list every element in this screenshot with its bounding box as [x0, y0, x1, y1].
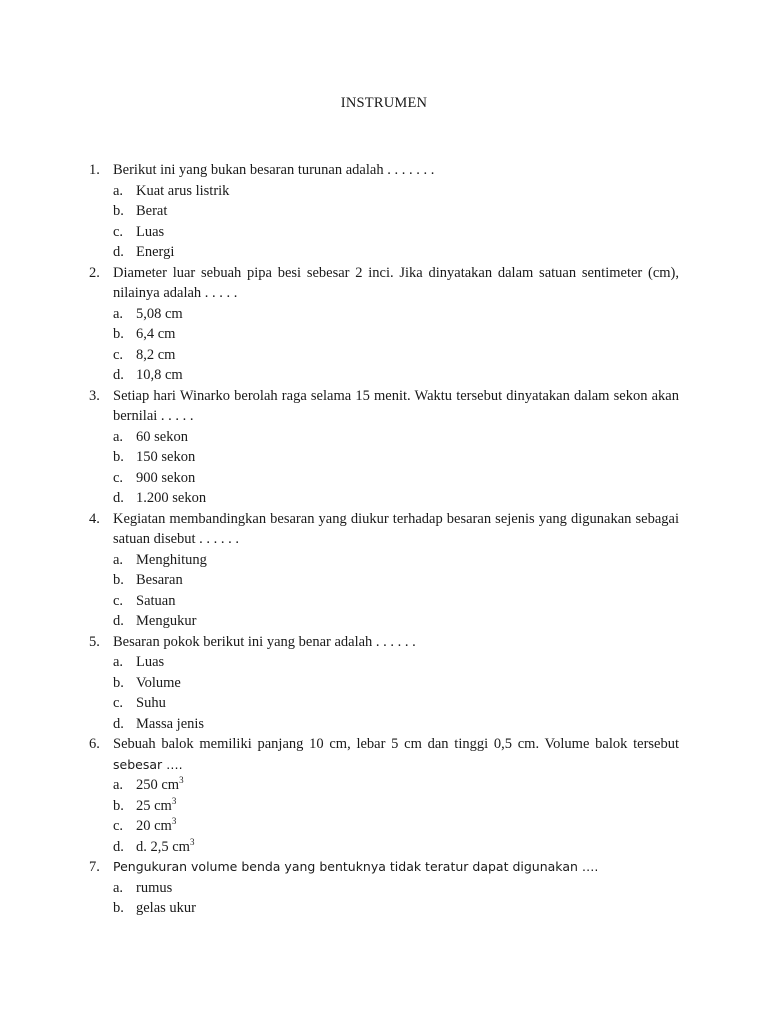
option-a	[113, 181, 679, 202]
option-letter: b.	[113, 900, 124, 916]
option-letter: c.	[113, 592, 124, 609]
question-text: Berikut ini yang bukan besaran turunan adalah . . . . . . .	[113, 162, 435, 178]
option-a	[113, 304, 679, 325]
question-number: 2.	[89, 264, 100, 281]
option-letter: a.	[113, 879, 124, 896]
option-text: 25 cm	[136, 797, 172, 814]
option-text: 250 cm	[136, 777, 180, 793]
option-superscript: 3	[171, 795, 177, 806]
option-text: gelas ukur	[136, 900, 196, 916]
option-text: Luas	[136, 223, 165, 240]
question-text: Pengukuran volume benda yang bentuknya tidak teratur dapat digunakan ….	[113, 859, 599, 874]
option-letter: d.	[113, 613, 124, 629]
option-letter: a.	[113, 551, 124, 568]
option-superscript: 3	[189, 836, 195, 847]
option-letter: a.	[113, 777, 124, 793]
option-text: Menghitung	[136, 551, 207, 568]
option-letter: c.	[113, 346, 124, 363]
option-text: d. 2,5 cm	[136, 838, 190, 855]
question-6	[89, 734, 679, 857]
option-c	[113, 468, 679, 489]
question-number: 6.	[89, 736, 100, 752]
option-b	[113, 796, 679, 817]
option-d	[113, 488, 679, 509]
option-d	[113, 365, 679, 386]
option-superscript: 3	[179, 775, 184, 786]
option-letter: c.	[113, 223, 124, 240]
option-letter: c.	[113, 818, 124, 834]
option-b	[113, 898, 679, 919]
question-text-tail: sebesar ….	[113, 756, 183, 772]
option-letter: b.	[113, 572, 124, 588]
option-letter: b.	[113, 203, 124, 219]
option-b	[113, 673, 679, 694]
option-text: 60 sekon	[136, 428, 188, 445]
option-text: Besaran	[136, 572, 183, 588]
option-letter: b.	[113, 797, 124, 814]
option-text: Berat	[136, 203, 168, 219]
option-d	[113, 714, 679, 735]
question-number: 7.	[89, 859, 100, 875]
option-text: Satuan	[136, 592, 176, 609]
option-c	[113, 345, 679, 366]
option-text: Luas	[136, 654, 165, 670]
option-letter: b.	[113, 674, 124, 691]
option-text: Suhu	[136, 695, 166, 711]
option-a	[113, 427, 679, 448]
option-text: 1.200 sekon	[136, 490, 207, 506]
question-text: Diameter luar sebuah pipa besi sebesar 2 inci. Jika dinyatakan dalam satuan sentimeter (cm), nilainya adalah . . . . .	[113, 264, 679, 301]
question-4	[89, 509, 679, 632]
option-text: rumus	[136, 879, 173, 896]
question-text-main: Sebuah balok memiliki panjang 10 cm, lebar 5 cm dan tinggi 0,5 cm. Volume balok tersebut	[113, 736, 679, 752]
option-letter: c.	[113, 695, 124, 711]
option-letter: d.	[113, 715, 124, 732]
question-number: 5.	[89, 633, 100, 650]
option-text: 5,08 cm	[136, 305, 183, 322]
option-letter: a.	[113, 305, 124, 322]
option-text: 10,8 cm	[136, 367, 183, 383]
question-2	[89, 263, 679, 386]
option-letter: d.	[113, 838, 124, 855]
question-3	[89, 386, 679, 509]
option-d	[113, 837, 679, 858]
option-b	[113, 324, 679, 345]
option-letter: a.	[113, 654, 124, 670]
question-number: 4.	[89, 510, 100, 527]
option-letter: d.	[113, 490, 124, 506]
option-text: 900 sekon	[136, 469, 196, 486]
option-d	[113, 611, 679, 632]
option-text: 6,4 cm	[136, 326, 176, 342]
option-b	[113, 447, 679, 468]
option-superscript: 3	[171, 816, 177, 827]
question-text: Setiap hari Winarko berolah raga selama 15 menit. Waktu tersebut dinyatakan dalam sekon akan bernilai . . . . .	[113, 387, 679, 424]
option-a	[113, 878, 679, 899]
option-text: Mengukur	[136, 613, 197, 629]
option-text: Massa jenis	[136, 715, 205, 732]
option-text: 8,2 cm	[136, 346, 176, 363]
option-c	[113, 816, 679, 837]
question-list	[89, 160, 679, 919]
option-letter: d.	[113, 367, 124, 383]
question-text: Kegiatan membandingkan besaran yang diukur terhadap besaran sejenis yang digunakan sebagai satuan disebut . . . . . .	[113, 510, 679, 547]
option-a	[113, 652, 679, 673]
option-c	[113, 222, 679, 243]
document-title: INSTRUMEN	[340, 95, 428, 111]
option-text: 150 sekon	[136, 449, 196, 465]
question-7	[89, 857, 679, 919]
question-text: Besaran pokok berikut ini yang benar adalah . . . . . .	[113, 633, 416, 650]
option-letter: c.	[113, 469, 124, 486]
option-letter: b.	[113, 449, 124, 465]
option-c	[113, 693, 679, 714]
option-text: Volume	[136, 674, 181, 691]
option-text: Energi	[136, 244, 175, 260]
option-b	[113, 201, 679, 222]
option-a	[113, 550, 679, 571]
option-text: Kuat arus listrik	[136, 182, 230, 199]
option-text: 20 cm	[136, 818, 172, 834]
question-1	[89, 160, 679, 263]
question-text	[113, 734, 679, 775]
option-a	[113, 775, 679, 796]
option-letter: b.	[113, 326, 124, 342]
option-d	[113, 242, 679, 263]
option-letter: a.	[113, 428, 124, 445]
option-c	[113, 591, 679, 612]
option-letter: d.	[113, 244, 124, 260]
question-number: 1.	[89, 162, 100, 178]
question-5	[89, 632, 679, 735]
option-letter: a.	[113, 182, 124, 199]
question-number: 3.	[89, 387, 100, 404]
option-b	[113, 570, 679, 591]
